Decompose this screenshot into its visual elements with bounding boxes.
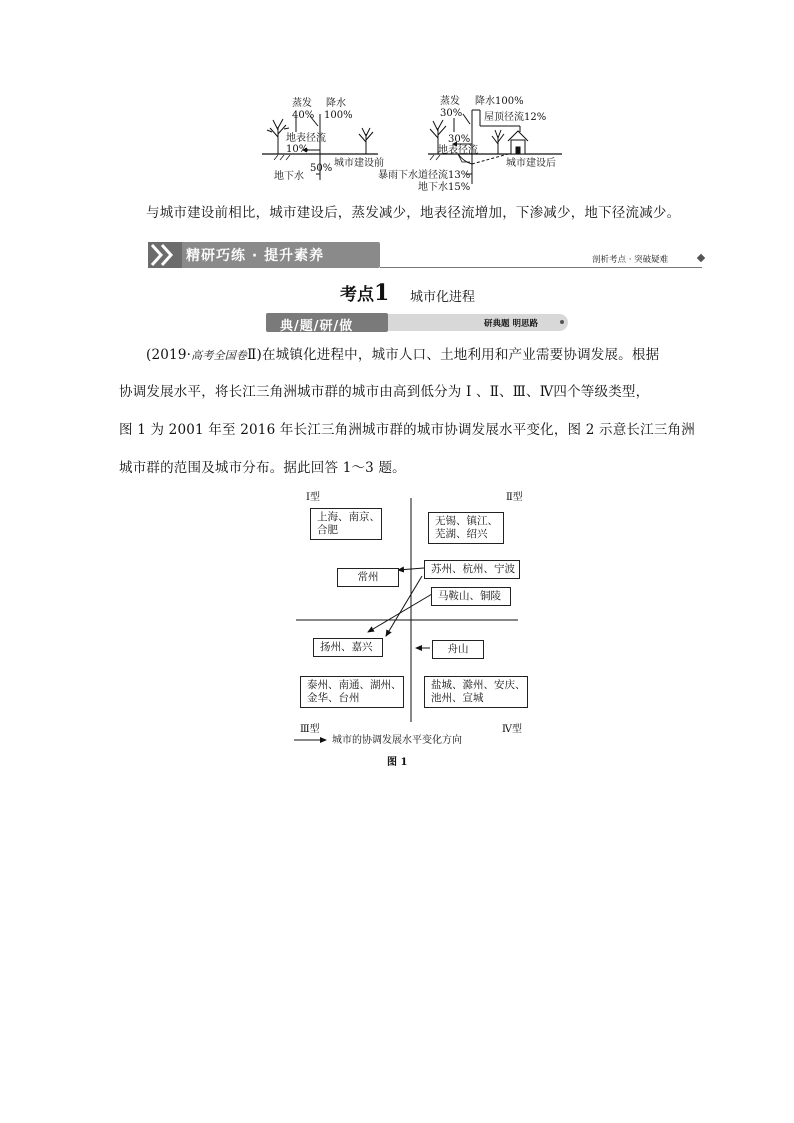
before-ground-value: 50%: [310, 163, 333, 174]
box-maanshan-text: 马鞍山、铜陵: [438, 590, 501, 602]
question-source-post: Ⅱ)在城镇化进程中，城市人口、土地利用和产业需要协调发展。根据: [247, 347, 660, 363]
banner-underline: [380, 267, 702, 268]
box-zhoushan: [432, 640, 484, 659]
diamond-icon: [697, 254, 705, 262]
sub-banner-title: 典/题/研/做: [280, 319, 354, 334]
after-rain: 降水100%: [475, 96, 524, 107]
figure-1-legend: 城市的协调发展水平变化方向: [332, 735, 462, 746]
box-zhoushan-text: 舟山: [447, 643, 469, 655]
before-evap-value: 40%: [292, 110, 315, 121]
before-surface-label: 地表径流: [286, 133, 326, 144]
before-rain-value: 100%: [324, 110, 353, 121]
kaodian-label: 考点: [340, 285, 374, 305]
box-yancheng: [424, 676, 528, 708]
type-3-label: Ⅲ型: [300, 724, 320, 735]
box-yancheng-line-2: 池州、宣城: [431, 692, 484, 704]
box-wuxi-line-2: 芜湖、绍兴: [435, 528, 488, 540]
box-changzhou-text: 常州: [357, 571, 379, 583]
figure-1-caption: 图 1: [387, 757, 408, 768]
after-caption: 城市建设后: [506, 158, 556, 169]
kaodian-title: [340, 280, 389, 306]
question-source-pre: (2019·: [146, 347, 192, 363]
box-taizhou-line-1: 泰州、南通、湖州、: [307, 679, 402, 691]
box-wuxi: [428, 512, 504, 544]
banner-right-text: 剖析考点 · 突破疑难: [592, 255, 669, 265]
box-taizhou: [300, 676, 404, 708]
before-evap-label: 蒸发: [292, 98, 312, 109]
before-surface-value: 10%: [286, 144, 309, 155]
box-taizhou-line-2: 金华、台州: [307, 692, 360, 704]
box-wuxi-line-1: 无锡、镇江、: [435, 515, 498, 527]
after-roof: 屋顶径流12%: [484, 112, 547, 123]
question-line-1: [146, 346, 659, 365]
sub-banner-right: 研典题 明思路: [484, 319, 538, 329]
question-line-2: 协调发展水平，将长江三角洲城市群的城市由高到低分为 Ⅰ 、Ⅱ、Ⅲ、Ⅳ四个等级类型，: [119, 384, 650, 400]
before-caption: 城市建设前: [334, 158, 384, 169]
box-shanghai: [310, 508, 382, 540]
after-evap-value: 30%: [440, 108, 463, 119]
question-source-italic: 高考全国卷: [191, 349, 248, 362]
box-yangzhou: [313, 638, 383, 657]
sub-banner-light: [388, 314, 568, 331]
after-surface-value: 30%: [448, 134, 471, 145]
chevron-double-icon: [148, 242, 182, 268]
before-rain-label: 降水: [326, 98, 346, 109]
kaodian-subtitle: 城市化进程: [410, 290, 476, 305]
summary-text: 与城市建设前相比，城市建设后，蒸发减少，地表径流增加，下渗减少，地下径流减少。: [146, 205, 681, 221]
after-storm: 暴雨下水道径流13%: [378, 170, 471, 181]
question-line-4: 城市群的范围及城市分布。据此回答 1～3 题。: [119, 460, 406, 476]
question-line-3: 图 1 为 2001 年至 2016 年长江三角洲城市群的城市协调发展水平变化，图 2 示意长江三角洲: [119, 422, 695, 438]
box-maanshan: [431, 587, 511, 606]
box-suzhou-text: 苏州、杭州、宁波: [431, 563, 515, 575]
banner-title: 精研巧练 · 提升素养: [186, 248, 325, 264]
box-shanghai-line-2: 合肥: [317, 524, 338, 536]
after-evap-label: 蒸发: [440, 96, 460, 107]
box-changzhou: [337, 568, 399, 587]
dot-icon: [560, 320, 564, 324]
box-suzhou: [424, 560, 520, 579]
after-surface-label: 地表径流: [438, 145, 478, 156]
box-shanghai-line-1: 上海、南京、: [317, 511, 380, 523]
box-yangzhou-text: 扬州、嘉兴: [320, 641, 373, 653]
before-ground-label: 地下水: [274, 171, 304, 182]
type-4-label: Ⅳ型: [502, 724, 522, 735]
kaodian-number: 1: [374, 280, 390, 306]
type-1-label: Ⅰ型: [306, 492, 320, 503]
after-ground: 地下水15%: [418, 182, 471, 193]
box-yancheng-line-1: 盐城、滁州、安庆、: [431, 679, 526, 691]
type-2-label: Ⅱ型: [506, 492, 523, 503]
